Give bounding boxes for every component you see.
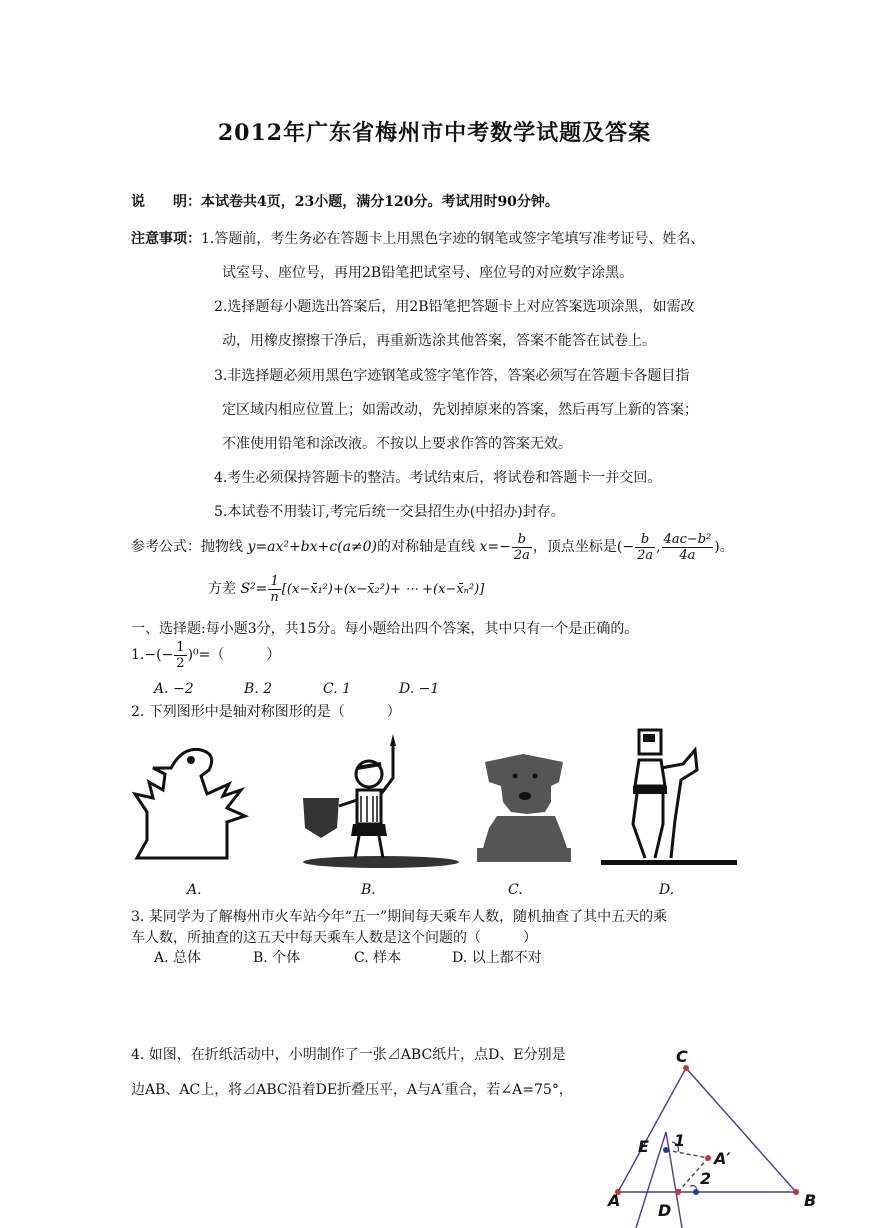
intro-line [131,191,559,211]
attention-item-1b: 试室号、座位号，再用2B铅笔把试室号、座位号的对应数字涂黑。 [222,265,634,281]
page-title: 2012年广东省梅州市中考数学试题及答案 [217,120,652,146]
attention-line-1 [131,228,704,248]
attention-item-2: 2.选择题每小题选出答案后，用2B铅笔把答题卡上对应答案选项涂黑，如需改 [214,299,695,315]
label-d: D [658,1201,672,1220]
label-c: C [676,1047,688,1066]
q2-stem: 2. 下列图形中是轴对称图形的是（ ） [131,704,401,720]
vertex-y-fraction: $\frac{\text{4ac−b²}}{4a}$ [663,531,712,563]
q3-line-1: 3. 某同学为了解梅州市火车站今年“五一”期间每天乘车人数，随机抽查了其中五天的乘 [131,909,668,925]
attention-item-4: 4.考生必须保持答题卡的整洁。考试结束后，将试卷和答题卡一并交回。 [214,470,662,486]
attention-item-1: 1.答题前，考生务必在答题卡上用黑色字迹的钢笔或签字笔填写准考证号、姓名、 [201,231,705,247]
q4-triangle-figure [600,1046,826,1228]
intro-text: 本试卷共4页，23小题，满分120分。考试用时90分钟。 [201,194,559,210]
attention-item-5: 5.本试卷不用装订,考完后统一交县招生办(中招办)封存。 [214,504,565,520]
formula-label: 参考公式：抛物线 [131,539,243,555]
q4-line-1: 4. 如图，在折纸活动中，小明制作了一张⊿ABC纸片，点D、E分别是 [131,1047,566,1063]
vertex-end: )。 [714,539,734,555]
attention-item-3c: 不准使用铅笔和涂改液。不按以上要求作答的答案无效。 [222,436,572,452]
side-ac [618,1068,686,1192]
figure-b-warrior [303,734,459,868]
section-1-heading: 一、选择题:每小题3分，共15分。每小题给出四个答案，其中只有一个是正确的。 [131,621,639,637]
q2-figures [131,724,737,872]
attention-item-2b: 动，用橡皮擦擦干净后，再重新选涂其他答案，答案不能答在试卷上。 [222,333,656,349]
vertex-x-fraction: $\frac{b}{2a}$ [637,531,654,563]
variance-line [208,572,484,607]
point-e [663,1147,669,1153]
q4-line-2: 边AB、AC上，将⊿ABC沿着DE折叠压平，A与A′重合，若∠A=75°， [131,1082,573,1098]
attention-label: 注意事项： [131,231,201,247]
formula-line: 参考公式：抛物线 y=ax²+bx+c(a≠0)的对称轴是直线 x=− $\frac{b}{2a}$ ，顶点坐标是(− $\frac{b}{2a}$ , $\frac{\text{4ac−b²}}{4a}$ )。 [131,531,734,563]
label-b: B [804,1191,817,1210]
variance-fraction: $\frac{1}{n}$ [270,573,279,605]
label-e: E [638,1137,649,1156]
intro-label: 说 明： [131,194,201,210]
figure-c-dog [477,754,571,862]
axis-text: 的对称轴是直线 [377,539,476,555]
label-angle-2: 2 [700,1169,712,1188]
q1-option-d: D. −1 [399,681,440,697]
q3-option-b: B. 个体 [253,950,301,966]
label-a-prime: A′ [714,1149,731,1168]
q2-label-b: B. [361,882,376,898]
axis-lhs: x=− [479,539,511,555]
q3-option-d: D. 以上都不对 [452,950,542,966]
point-d [675,1189,681,1195]
figure-a-tree [135,749,245,858]
q1-option-b: B. 2 [244,681,273,697]
point-d-inner [693,1189,699,1195]
label-angle-1: 1 [674,1131,686,1150]
q1-option-c: C. 1 [323,681,352,697]
fold-ea-prime [666,1150,708,1158]
q3-line-2: 车人数，所抽查的这五天中每天乘车人数是这个问题的（ ） [131,930,537,946]
variance-body: [(x−x̄₁²)+(x−x̄₂²)+ ⋯ +(x−x̄ₙ²)] [281,582,485,597]
q2-label-c: C. [508,882,523,898]
vertex-text: ，顶点坐标是(− [532,539,635,555]
q1-stem [131,638,280,672]
parabola-expr: y=ax²+bx+c(a≠0) [247,539,378,555]
attention-item-3: 3.非选择题必须用黑色字迹钢笔或签字笔作答，答案必须写在答题卡各题目指 [214,368,690,384]
q3-option-c: C. 样本 [354,950,402,966]
axis-fraction: $\frac{b}{2a}$ [513,531,530,563]
q3-option-a: A. 总体 [154,950,202,966]
q2-label-a: A. [187,882,202,898]
q1-suffix: )⁰=（ ） [187,647,281,663]
q1-prefix: 1.−(− [131,647,174,663]
q2-label-d: D. [659,882,675,898]
label-a: A [608,1191,621,1210]
q1-fraction: $\frac{1}{2}$ [176,639,185,671]
figure-d-man [601,730,737,865]
point-b [793,1189,799,1195]
point-a-prime [705,1155,711,1161]
attention-item-3b: 定区域内相应位置上；如需改动，先划掉原来的答案，然后再写上新的答案； [222,402,698,418]
q1-option-a: A. −2 [154,681,194,697]
variance-lhs: S²= [240,581,268,597]
variance-label: 方差 [208,581,236,597]
